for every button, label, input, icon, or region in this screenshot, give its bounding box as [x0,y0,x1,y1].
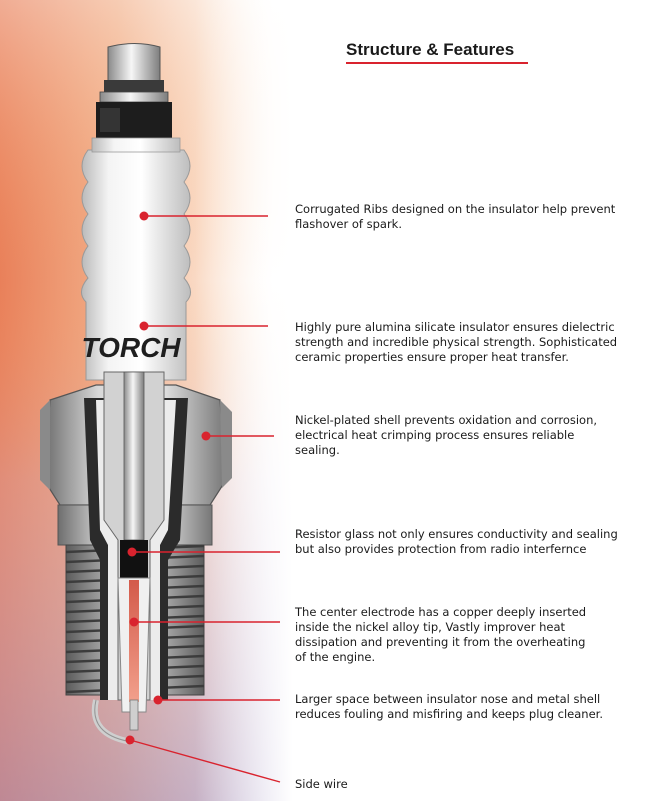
brand-text: TORCH [81,332,181,363]
leader-line-sidewire [130,740,280,782]
callout-sidewire: Side wire [295,777,348,791]
dot-shell [202,432,211,441]
callout-shell: Nickel-plated shell prevents oxidation and corrosion, electrical heat crimping process ensures reliable sealing. [295,413,598,457]
dot-electrode [130,618,139,627]
callout-space: Larger space between insulator nose and metal shell reduces fouling and misfiring and keeps plug cleaner. [295,692,603,721]
terminal-nut [96,44,172,139]
dot-sidewire [126,736,135,745]
callout-ribs: Corrugated Ribs designed on the insulator help prevent flashover of spark. [295,202,616,231]
callout-electrode: The center electrode has a copper deeply inserted inside the nickel alloy tip, Vastly improver heat dissipation and preventing it from the overheating of the engine. [295,605,587,664]
callout-insulator: Highly pure alumina silicate insulator ensures dielectric strength and incredible physical strength. Sophisticated ceramic properties ensure proper heat transfer. [295,320,618,364]
page-title: Structure & Features [346,40,515,59]
callout-resistor: Resistor glass not only ensures conductivity and sealing but also provides protection from radio interfernce [295,527,618,556]
dot-ribs [140,212,149,221]
dot-resistor [128,548,137,557]
title-underline [346,62,528,64]
dot-space [154,696,163,705]
dot-insulator [140,322,149,331]
